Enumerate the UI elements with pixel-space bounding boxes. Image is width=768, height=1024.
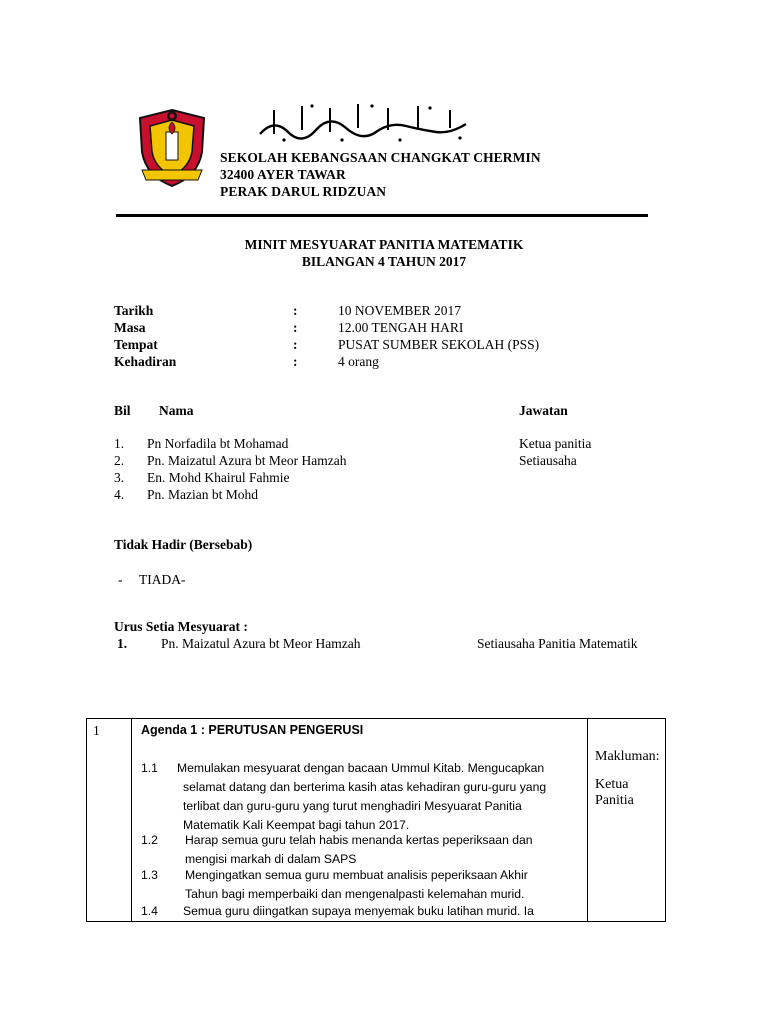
- agenda-item-line: terlibat dan guru-guru yang turut menghadiri Mesyuarat Panitia: [183, 799, 522, 813]
- agenda-item-number: 1.2: [141, 833, 158, 847]
- detail-sep: :: [293, 354, 298, 369]
- absent-heading: Tidak Hadir (Bersebab): [114, 537, 253, 552]
- attendee-number: 2.: [114, 453, 125, 468]
- detail-value-attendance: 4 orang: [338, 354, 379, 369]
- absent-value: TIADA-: [139, 572, 186, 587]
- agenda-item-line: Matematik Kali Keempat bagi tahun 2017.: [183, 818, 410, 832]
- attendee-position: Setiausaha: [519, 453, 577, 468]
- detail-sep: :: [293, 320, 298, 335]
- detail-label-time: Masa: [114, 320, 146, 335]
- document-title: MINIT MESYUARAT PANITIA MATEMATIK: [244, 237, 524, 252]
- agenda-item-line: Tahun bagi memperbaiki dan mengenalpasti kelemahan murid.: [185, 887, 525, 901]
- agenda-action-by: Ketua Panitia: [595, 777, 634, 808]
- table-column-divider: [131, 719, 132, 921]
- attendee-number: 3.: [114, 470, 125, 485]
- attendee-name: Pn. Maizatul Azura bt Meor Hamzah: [147, 453, 347, 468]
- agenda-number: 1: [93, 723, 100, 738]
- agenda-item-line: Mengingatkan semua guru membuat analisis peperiksaan Akhir: [185, 868, 528, 882]
- agenda-title: Agenda 1 : PERUTUSAN PENGERUSI: [141, 723, 364, 737]
- attendee-name: En. Mohd Khairul Fahmie: [147, 470, 290, 485]
- document-subtitle: BILANGAN 4 TAHUN 2017: [301, 254, 467, 269]
- school-name: SEKOLAH KEBANGSAAN CHANGKAT CHERMIN: [220, 150, 541, 165]
- detail-label-attendance: Kehadiran: [114, 354, 177, 369]
- school-name-jawi: [254, 100, 474, 144]
- table-column-divider: [587, 719, 588, 921]
- attendee-position: Ketua panitia: [519, 436, 592, 451]
- header-divider: [116, 214, 648, 217]
- detail-sep: :: [293, 303, 298, 318]
- agenda-action-label: Makluman:: [595, 749, 660, 764]
- detail-value-date: 10 NOVEMBER 2017: [338, 303, 462, 318]
- column-header-bil: Bil: [114, 403, 131, 418]
- agenda-table: [86, 718, 666, 922]
- detail-label-date: Tarikh: [114, 303, 154, 318]
- detail-value-time: 12.00 TENGAH HARI: [338, 320, 464, 335]
- secretariat-number: 1.: [117, 636, 128, 651]
- school-crest-logo: [132, 106, 212, 190]
- detail-value-venue: PUSAT SUMBER SEKOLAH (PSS): [338, 337, 540, 352]
- attendee-name: Pn Norfadila bt Mohamad: [147, 436, 289, 451]
- school-state: PERAK DARUL RIDZUAN: [220, 184, 387, 199]
- attendee-number: 1.: [114, 436, 125, 451]
- secretariat-name: Pn. Maizatul Azura bt Meor Hamzah: [161, 636, 361, 651]
- agenda-item-line: Harap semua guru telah habis menanda kertas peperiksaan dan: [185, 833, 533, 847]
- absent-bullet: -: [118, 572, 123, 587]
- agenda-item-number: 1.4: [141, 904, 158, 918]
- attendee-number: 4.: [114, 487, 125, 502]
- attendee-name: Pn. Mazian bt Mohd: [147, 487, 258, 502]
- agenda-item-line: mengisi markah di dalam SAPS: [185, 852, 357, 866]
- school-address: 32400 AYER TAWAR: [220, 167, 346, 182]
- agenda-item-number: 1.3: [141, 868, 158, 882]
- secretariat-role: Setiausaha Panitia Matematik: [477, 636, 638, 651]
- detail-sep: :: [293, 337, 298, 352]
- agenda-item-line: Semua guru diingatkan supaya menyemak buku latihan murid. Ia: [183, 904, 534, 918]
- secretariat-heading: Urus Setia Mesyuarat :: [114, 619, 248, 634]
- agenda-item-line: selamat datang dan berterima kasih atas kehadiran guru-guru yang: [183, 780, 547, 794]
- agenda-item-line: Memulakan mesyuarat dengan bacaan Ummul Kitab. Mengucapkan: [177, 761, 545, 775]
- column-header-jawatan: Jawatan: [519, 403, 568, 418]
- detail-label-venue: Tempat: [114, 337, 158, 352]
- column-header-nama: Nama: [159, 403, 194, 418]
- agenda-item-number: 1.1: [141, 761, 158, 775]
